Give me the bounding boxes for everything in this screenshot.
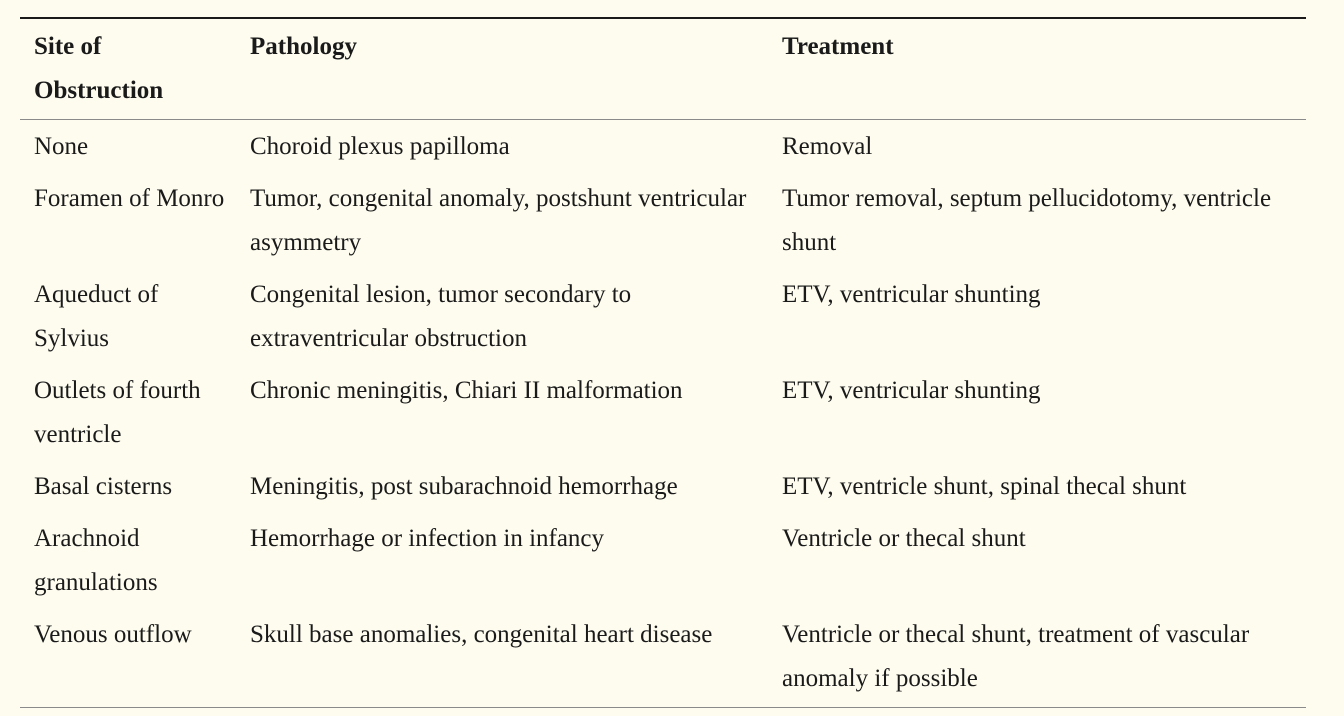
header-pathology: Pathology (250, 33, 357, 60)
table-row (20, 609, 1306, 708)
header-site-of-obstruction: Site of Obstruction (34, 33, 164, 104)
cell-treatment: Ventricle or thecal shunt (782, 525, 1026, 552)
table-header (20, 18, 1306, 120)
cell-treatment: ETV, ventricle shunt, spinal thecal shunt (782, 473, 1187, 500)
cell-pathology: Congenital lesion, tumor secondary to extraventricular obstruction (250, 281, 632, 352)
table-row (20, 513, 1306, 609)
table-row (20, 120, 1306, 174)
cell-treatment: ETV, ventricular shunting (782, 281, 1041, 308)
cell-site: Arachnoid granulations (34, 525, 158, 596)
cell-pathology: Chronic meningitis, Chiari II malformation (250, 377, 683, 404)
cell-site: None (34, 133, 89, 160)
table-row (20, 173, 1306, 269)
cell-treatment: Ventricle or thecal shunt, treatment of vascular anomaly if possible (782, 621, 1250, 692)
cell-treatment: Tumor removal, septum pellucidotomy, ventricle shunt (782, 185, 1272, 256)
cell-pathology: Hemorrhage or infection in infancy (250, 525, 605, 552)
header-row (20, 18, 1306, 120)
obstruction-table-container (20, 17, 1306, 708)
cell-site: Basal cisterns (34, 473, 173, 500)
cell-treatment: Removal (782, 133, 873, 160)
table-row (20, 365, 1306, 461)
cell-pathology: Skull base anomalies, congenital heart disease (250, 621, 713, 648)
hydrocephalus-obstruction-table (20, 17, 1306, 708)
header-treatment: Treatment (782, 33, 894, 60)
cell-site: Aqueduct of Sylvius (34, 281, 159, 352)
table-row (20, 269, 1306, 365)
cell-site: Outlets of fourth ventricle (34, 377, 201, 448)
cell-pathology: Meningitis, post subarachnoid hemorrhage (250, 473, 678, 500)
table-row (20, 461, 1306, 513)
cell-site: Venous outflow (34, 621, 192, 648)
cell-pathology: Choroid plexus papilloma (250, 133, 510, 160)
cell-treatment: ETV, ventricular shunting (782, 377, 1041, 404)
cell-site: Foramen of Monro (34, 185, 225, 212)
cell-pathology: Tumor, congenital anomaly, postshunt ventricular asymmetry (250, 185, 747, 256)
table-body (20, 120, 1306, 708)
